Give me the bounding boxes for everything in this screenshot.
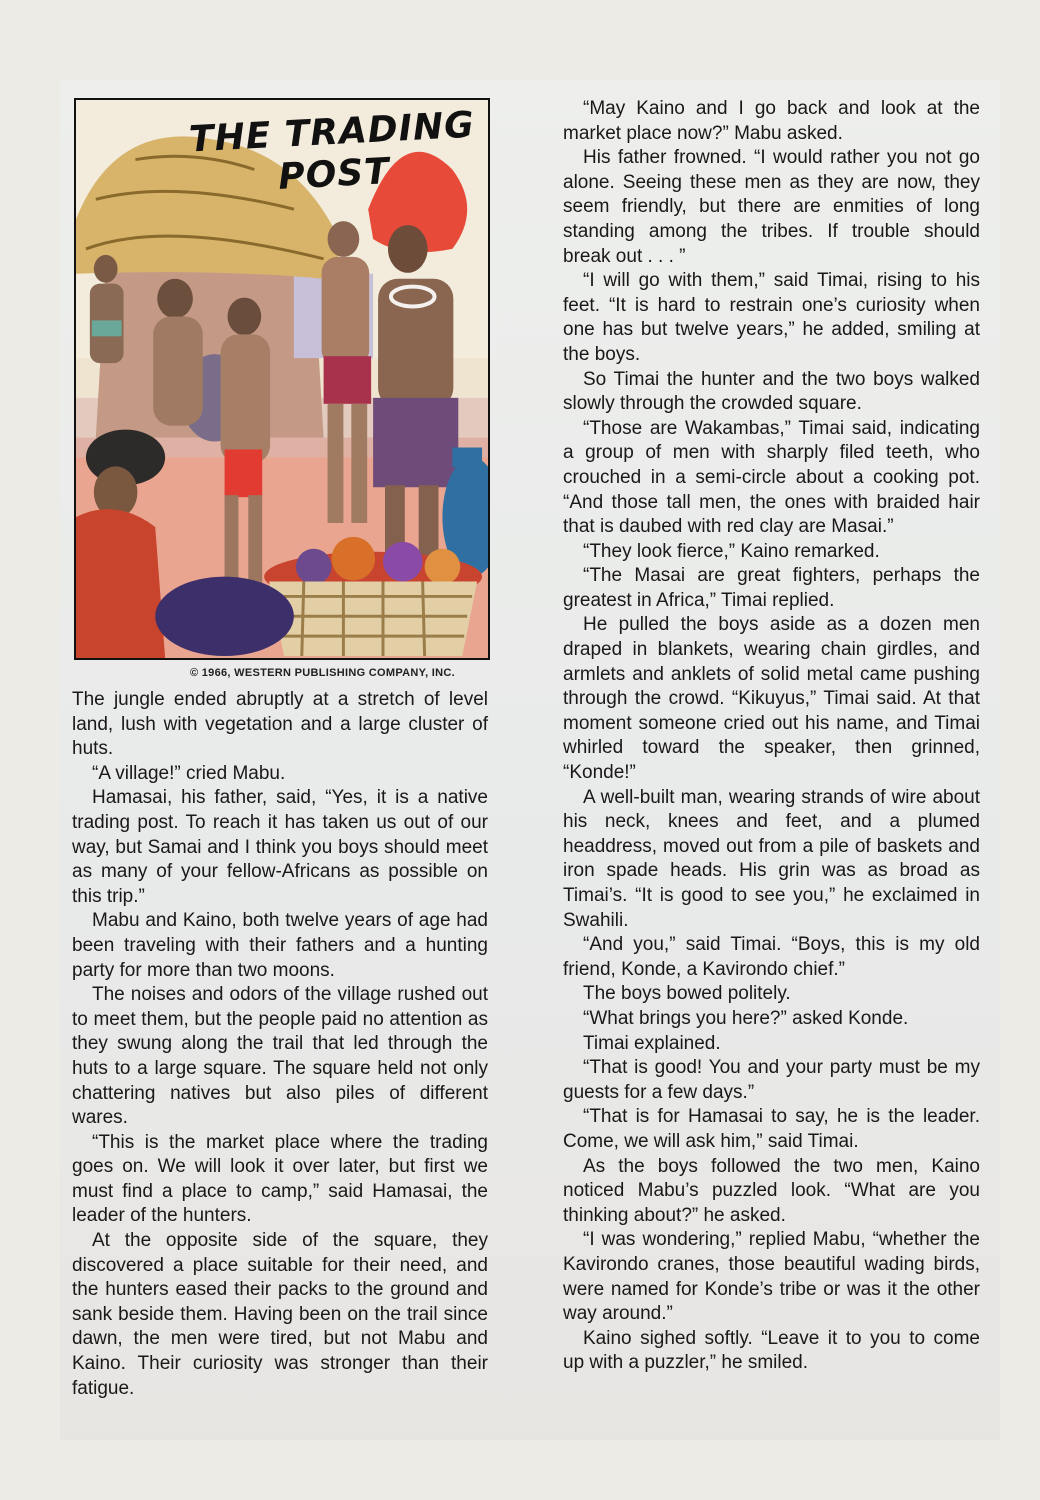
paragraph: The noises and odors of the village rushed out to meet them, but the people paid no attention as they swung along the trail that led through the huts to a large square. The square held not only chattering natives but also piles of different wares. bbox=[72, 984, 488, 1129]
paragraph: Hamasai, his father, said, “Yes, it is a native trading post. To reach it has taken us out of our way, but Samai and I think you boys should meet as many of your fellow-Africans as possible on this trip.” bbox=[72, 787, 488, 907]
paragraph: The jungle ended abruptly at a stretch of level land, lush with vegetation and a large cluster of huts. bbox=[72, 689, 488, 760]
paragraph: Timai explained. bbox=[583, 1032, 721, 1054]
paragraph: “That is good! You and your party must be my guests for a few days.” bbox=[563, 1057, 980, 1103]
right-text-column bbox=[563, 97, 980, 1376]
paragraph: “They look fierce,” Kaino remarked. bbox=[583, 540, 880, 562]
paragraph: “This is the market place where the trading goes on. We will look it over later, but first we must find a place to camp,” said Hamasai, the leader of the hunters. bbox=[72, 1131, 488, 1227]
paragraph: The boys bowed politely. bbox=[583, 983, 791, 1005]
trading-post-illustration bbox=[74, 98, 490, 660]
paragraph: Mabu and Kaino, both twelve years of age had been traveling with their fathers and a hunting party for more than two moons. bbox=[72, 910, 488, 981]
paragraph: Kaino sighed softly. “Leave it to you to come up with a puzzler,” he smiled. bbox=[563, 1327, 980, 1374]
paragraph: “That is for Hamasai to say, he is the leader. Come, we will ask him,” said Timai. bbox=[563, 1106, 980, 1152]
paragraph: “A village!” cried Mabu. bbox=[92, 762, 286, 784]
paragraph: “Those are Wakambas,” Timai said, indicating a group of men with sharply filed teeth, who crouched in a semi-circle about a cooking pot. “And those tall men, the ones with braided hair that is daubed with red clay are Masai.” bbox=[563, 417, 980, 538]
illustration-title: THE TRADING POST bbox=[188, 104, 476, 198]
paragraph: So Timai the hunter and the two boys walked slowly through the crowded square. bbox=[563, 368, 980, 415]
paragraph: He pulled the boys aside as a dozen men draped in blankets, wearing chain girdles, and armlets and anklets of solid metal came pushing through the crowd. “Kikuyus,” Timai said. At that moment someone cried out his name, and Timai whirled toward the speaker, then grinned, “Konde!” bbox=[563, 614, 980, 784]
paragraph: “The Masai are great fighters, perhaps the greatest in Africa,” Timai replied. bbox=[563, 565, 980, 611]
paragraph: His father frowned. “I would rather you not go alone. Seeing these men as they are now, they seem friendly, but there are enmities of long standing among the tribes. If trouble should break out . . . ” bbox=[563, 147, 980, 267]
paragraph: As the boys followed the two men, Kaino noticed Mabu’s puzzled look. “What are you thinking about?” he asked. bbox=[563, 1155, 980, 1226]
paragraph: “May Kaino and I go back and look at the market place now?” Mabu asked. bbox=[563, 98, 980, 144]
left-text-column bbox=[72, 688, 488, 1401]
paragraph: “I will go with them,” said Timai, rising to his feet. “It is hard to restrain one’s curiosity when one has but twelve years,” he added, smiling at the boys. bbox=[563, 270, 980, 365]
paragraph: At the opposite side of the square, they discovered a place suitable for their need, and the hunters eased their packs to the ground and sank beside them. Having been on the trail since dawn, the men were tired, but not Mabu and Kaino. Their curiosity was stronger than their fatigue. bbox=[72, 1230, 488, 1399]
paragraph: “I was wondering,” replied Mabu, “whether the Kavirondo cranes, those beautiful wading birds, were named for Konde’s tribe or was it the other way around.” bbox=[563, 1229, 980, 1325]
paragraph: A well-built man, wearing strands of wire about his neck, knees and feet, and a plumed headdress, moved out from a pile of baskets and iron spade heads. His grin was as broad as Timai’s. “It is good to see you,” he exclaimed in Swahili. bbox=[563, 786, 980, 931]
paragraph: “And you,” said Timai. “Boys, this is my old friend, Konde, a Kavirondo chief.” bbox=[563, 934, 980, 980]
copyright-notice: © 1966, WESTERN PUBLISHING COMPANY, INC. bbox=[190, 667, 455, 679]
paragraph: “What brings you here?” asked Konde. bbox=[583, 1007, 909, 1029]
